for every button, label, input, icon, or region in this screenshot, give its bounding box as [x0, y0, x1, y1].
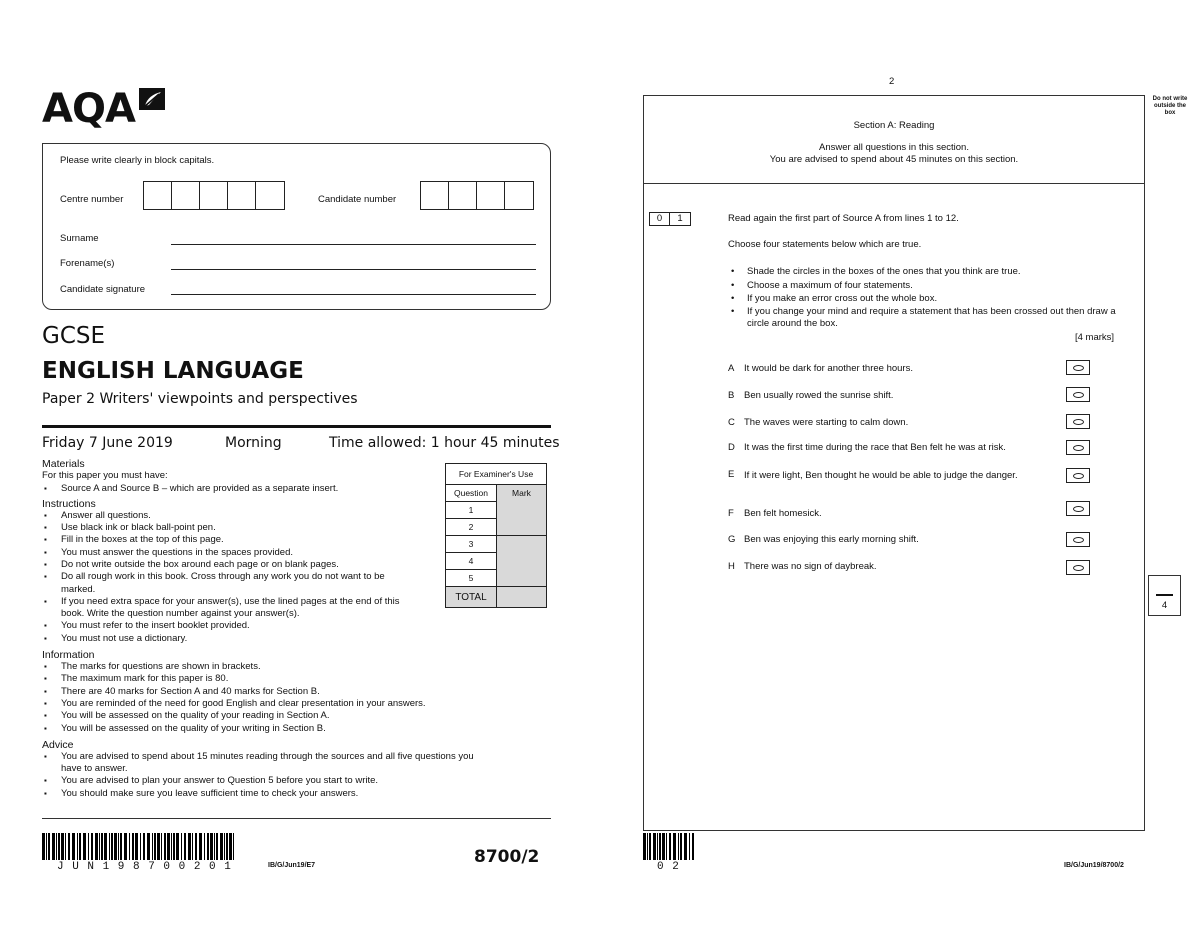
list-item: ▪ You should make sure you leave sufficient time to check your answers. — [42, 788, 484, 800]
information-heading: Information — [42, 649, 95, 662]
choose-text: Choose four statements below which are true. — [728, 239, 922, 250]
list-item: ▪ Source A and Source B – which are provided as a separate insert. — [42, 483, 484, 495]
question-number-box — [649, 212, 691, 226]
question-row: 1 — [446, 502, 497, 519]
statement-text: It would be dark for another three hours. — [744, 363, 913, 374]
list-item: • If you make an error cross out the whole box. — [731, 293, 938, 304]
footer-code: IB/G/Jun19/E7 — [268, 862, 316, 869]
answer-checkbox[interactable] — [1066, 440, 1090, 455]
statement-row — [728, 561, 1048, 572]
answer-checkbox[interactable] — [1066, 560, 1090, 575]
materials-list — [42, 483, 484, 495]
centre-number-label: Centre number — [60, 194, 124, 205]
answer-rules — [728, 265, 1124, 330]
list-item: • Choose a maximum of four statements. — [731, 279, 913, 291]
answer-circle[interactable] — [1073, 445, 1084, 451]
question-number-digit: 0 — [650, 213, 670, 225]
statement-letter: F — [728, 508, 734, 519]
margin-mark-box[interactable] — [1148, 575, 1181, 616]
barcode — [42, 833, 238, 860]
statement-text: It was the first time during the race that Ben felt he was at risk. — [744, 442, 1006, 453]
question-row: 2 — [446, 519, 497, 536]
level-title: GCSE — [42, 323, 106, 349]
total-mark-cell[interactable] — [497, 587, 547, 608]
title-divider — [42, 425, 551, 428]
answer-checkbox[interactable] — [1066, 360, 1090, 375]
section-title: Section A: Reading — [853, 120, 935, 131]
statement-text: Ben was enjoying this early morning shift. — [744, 534, 919, 545]
list-item: • If you change your mind and require a statement that has been crossed out then draw a circle around the box. — [731, 305, 1116, 329]
answer-checkbox[interactable] — [1066, 501, 1090, 516]
centre-number-input[interactable] — [143, 181, 285, 210]
mark-cell[interactable] — [497, 536, 547, 587]
footer-code: IB/G/Jun19/8700/2 — [1064, 862, 1124, 869]
list-item: ▪ You must answer the questions in the spaces provided. — [42, 547, 414, 559]
question-row: 3 — [446, 536, 497, 553]
answer-circle[interactable] — [1073, 365, 1084, 371]
section-instruction-1: Answer all questions in this section. — [819, 141, 969, 153]
rubric — [42, 458, 484, 800]
statement-text: Ben felt homesick. — [744, 508, 822, 519]
answer-checkbox[interactable] — [1066, 532, 1090, 547]
advice-list — [42, 751, 484, 800]
examiners-use-table — [445, 463, 547, 608]
aqa-leaf-icon — [137, 86, 167, 112]
answer-circle[interactable] — [1073, 419, 1084, 425]
statement-row — [728, 363, 1048, 374]
advice-heading: Advice — [42, 738, 74, 751]
exam-date: Friday 7 June 2019 — [42, 435, 173, 451]
list-item: ▪ You must refer to the insert booklet provided. — [42, 620, 414, 632]
time-allowed: Time allowed: 1 hour 45 minutes — [329, 435, 560, 451]
list-item: ▪ You will be assessed on the quality of your reading in Section A. — [42, 710, 484, 722]
mark-column-header: Mark — [497, 485, 547, 536]
footer-rule — [42, 818, 551, 819]
statement-letter: A — [728, 363, 735, 374]
list-item: ▪ Fill in the boxes at the top of this page. — [42, 534, 414, 546]
marks-label: [4 marks] — [1075, 332, 1115, 343]
list-item: ▪ The maximum mark for this paper is 80. — [42, 673, 484, 685]
section-instruction-2: You are advised to spend about 45 minutes on this section. — [769, 154, 1019, 165]
list-item: • Shade the circles in the boxes of the ones that you think are true. — [731, 266, 1021, 277]
paper-title: Paper 2 Writers' viewpoints and perspectives — [42, 391, 358, 407]
statement-row — [728, 508, 1048, 519]
question-column-header: Question — [446, 485, 497, 502]
section-header — [643, 95, 1145, 184]
question-row: 5 — [446, 570, 497, 587]
statement-text: If it were light, Ben thought he would be able to judge the danger. — [744, 470, 1018, 481]
list-item: ▪ There are 40 marks for Section A and 40 marks for Section B. — [42, 686, 484, 698]
statement-row — [728, 417, 1048, 428]
candidate-details-box — [42, 143, 551, 310]
answer-checkbox[interactable] — [1066, 468, 1090, 483]
statement-letter: C — [728, 417, 735, 428]
paper-code: 8700/2 — [474, 847, 540, 867]
statement-row — [728, 469, 1028, 482]
barcode-text: J U N 1 9 8 7 0 0 2 0 1 — [57, 861, 232, 873]
statement-row — [728, 534, 1048, 545]
statement-letter: B — [728, 390, 735, 401]
instructions-heading: Instructions — [42, 497, 96, 510]
answer-frame — [643, 95, 1145, 831]
list-item: ▪ Do not write outside the box around each page or on blank pages. — [42, 559, 414, 571]
signature-field[interactable] — [171, 294, 536, 295]
answer-circle[interactable] — [1073, 537, 1084, 543]
list-item: ▪ You are advised to plan your answer to Question 5 before you start to write. — [42, 775, 484, 787]
examiners-use-title: For Examiner's Use — [446, 464, 547, 485]
answer-checkbox[interactable] — [1066, 387, 1090, 402]
answer-circle[interactable] — [1073, 565, 1084, 571]
answer-circle[interactable] — [1073, 392, 1084, 398]
list-item: ▪ Do all rough work in this book. Cross through any work you do not want to be marked. — [42, 571, 414, 596]
aqa-logo — [42, 86, 167, 132]
exam-session: Morning — [225, 435, 282, 451]
instructions-list — [42, 510, 414, 645]
barcode — [643, 833, 698, 860]
answer-circle[interactable] — [1073, 473, 1084, 479]
question-row: 4 — [446, 553, 497, 570]
list-item: ▪ You will be assessed on the quality of your writing in Section B. — [42, 723, 484, 735]
question-text: Read again the first part of Source A from lines 1 to 12. — [728, 213, 959, 224]
forenames-field[interactable] — [171, 269, 536, 270]
list-item: ▪ Answer all questions. — [42, 510, 414, 522]
subject-title: ENGLISH LANGUAGE — [42, 358, 304, 384]
surname-label: Surname — [60, 233, 99, 244]
margin-note: Do not write outside the box — [1152, 96, 1188, 116]
statement-letter: H — [728, 561, 735, 572]
barcode-text: 0 2 — [657, 861, 680, 873]
surname-field[interactable] — [171, 244, 536, 245]
question-number-digit: 1 — [677, 213, 683, 224]
block-capitals-note: Please write clearly in block capitals. — [60, 155, 215, 166]
statement-text: Ben usually rowed the sunrise shift. — [744, 390, 894, 401]
information-list — [42, 661, 484, 735]
candidate-number-input[interactable] — [420, 181, 534, 210]
list-item: ▪ You are advised to spend about 15 minutes reading through the sources and all five questions you have to answer. — [42, 751, 484, 776]
page-number: 2 — [889, 76, 895, 87]
list-item: ▪ The marks for questions are shown in brackets. — [42, 661, 484, 673]
statement-row — [728, 390, 1048, 401]
list-item: ▪ If you need extra space for your answer(s), use the lined pages at the end of this book. Write the question number against your answer(s). — [42, 596, 414, 621]
total-label: TOTAL — [446, 587, 497, 608]
forenames-label: Forename(s) — [60, 258, 115, 269]
signature-label: Candidate signature — [60, 284, 146, 295]
list-item: ▪ You must not use a dictionary. — [42, 633, 414, 645]
materials-intro: For this paper you must have: — [42, 470, 168, 481]
statement-text: The waves were starting to calm down. — [744, 417, 909, 428]
list-item: ▪ You are reminded of the need for good English and clear presentation in your answers. — [42, 698, 484, 710]
statement-row — [728, 442, 1058, 453]
aqa-logo-text: AQA — [42, 86, 135, 132]
statement-text: There was no sign of daybreak. — [744, 561, 877, 572]
answer-checkbox[interactable] — [1066, 414, 1090, 429]
statement-letter: D — [728, 442, 735, 453]
list-item: ▪ Use black ink or black ball-point pen. — [42, 522, 414, 534]
statement-letter: E — [728, 469, 735, 480]
answer-circle[interactable] — [1073, 506, 1084, 512]
statement-letter: G — [728, 534, 736, 545]
margin-mark-value: 4 — [1161, 600, 1168, 611]
candidate-number-label: Candidate number — [318, 194, 397, 205]
materials-heading: Materials — [42, 458, 85, 470]
